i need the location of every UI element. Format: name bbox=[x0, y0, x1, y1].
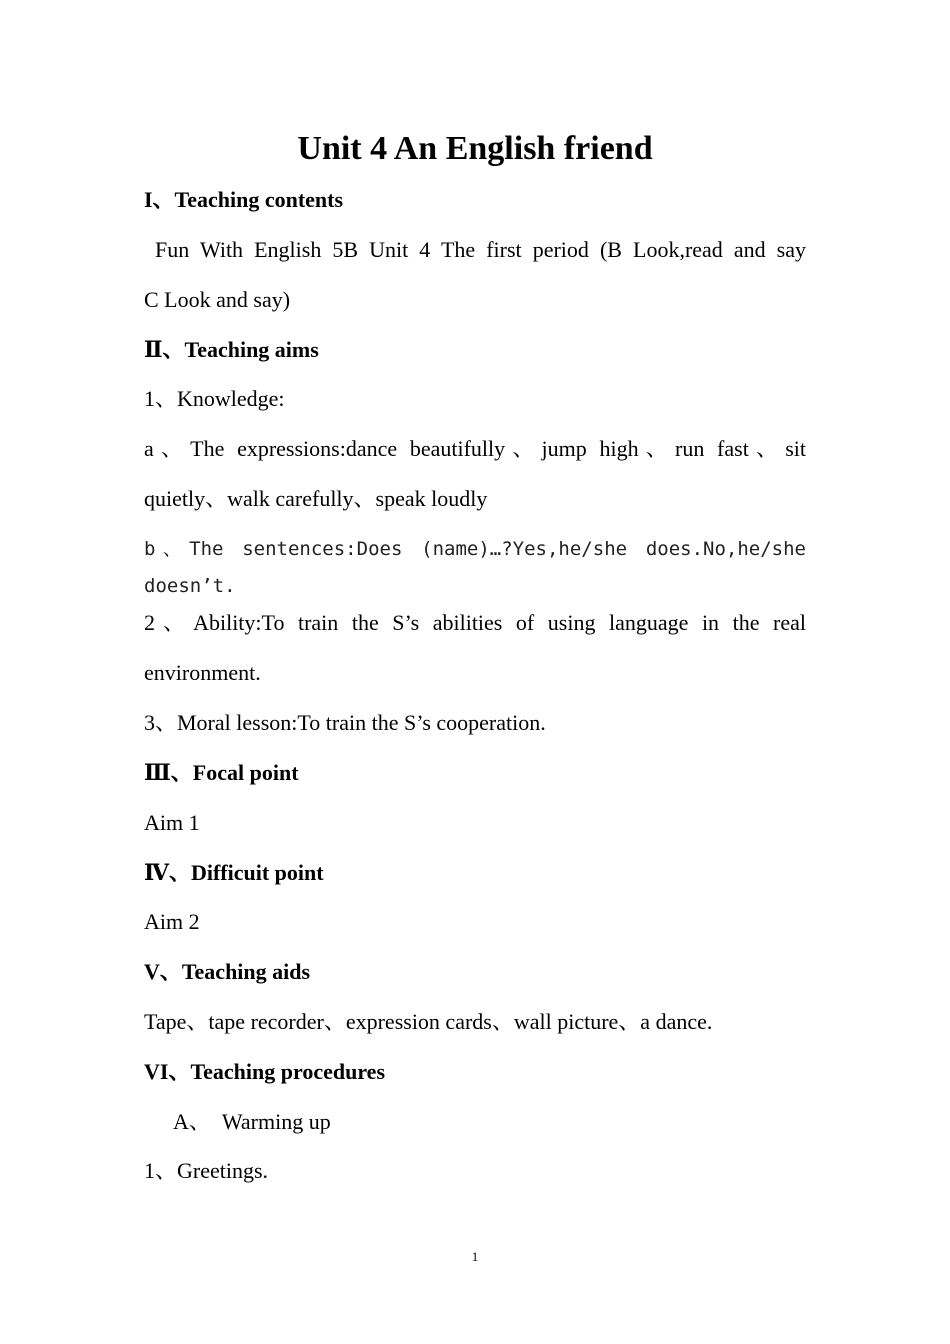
aim-expressions-line-2: quietly、walk carefully、speak loudly bbox=[144, 486, 488, 511]
section-heading-teaching-procedures: VI、Teaching procedures bbox=[144, 1059, 386, 1084]
aim-sentences-line-1: b、The sentences:Does (name)…?Yes,he/she does.No,he/she bbox=[144, 538, 806, 560]
aim-ability-line-2: environment. bbox=[144, 660, 261, 685]
teaching-contents-line-1: Fun With English 5B Unit 4 The first period (B Look,read and say bbox=[144, 237, 806, 262]
aim-sentences-line-2: doesn’t. bbox=[144, 575, 236, 597]
section-heading-focal-point: Ⅲ、Focal point bbox=[144, 760, 299, 785]
aim-knowledge-label: 1、Knowledge: bbox=[144, 386, 285, 411]
page-number: 1 bbox=[471, 1249, 479, 1264]
section-heading-teaching-contents: I、Teaching contents bbox=[144, 187, 344, 212]
procedure-step-greetings: 1、Greetings. bbox=[144, 1158, 269, 1183]
section-heading-teaching-aids: V、Teaching aids bbox=[144, 959, 311, 984]
teaching-aids-text: Tape、tape recorder、expression cards、wall picture、a dance. bbox=[144, 1009, 713, 1034]
section-heading-difficult-point: Ⅳ、Difficuit point bbox=[144, 860, 324, 885]
teaching-contents-line-2: C Look and say) bbox=[144, 287, 291, 312]
aim-expressions-line-1: a、The expressions:dance beautifully、jump high、run fast、sit bbox=[144, 436, 806, 461]
difficult-point-text: Aim 2 bbox=[144, 909, 200, 934]
focal-point-text: Aim 1 bbox=[144, 810, 200, 835]
aim-ability-line-1: 2、Ability:To train the S’s abilities of using language in the real bbox=[144, 610, 806, 635]
section-heading-teaching-aims: Ⅱ、Teaching aims bbox=[144, 337, 319, 362]
document-title: Unit 4 An English friend bbox=[297, 130, 653, 167]
procedure-step-warming-up: A、 Warming up bbox=[173, 1109, 331, 1134]
aim-moral-lesson: 3、Moral lesson:To train the S’s cooperation. bbox=[144, 710, 546, 735]
